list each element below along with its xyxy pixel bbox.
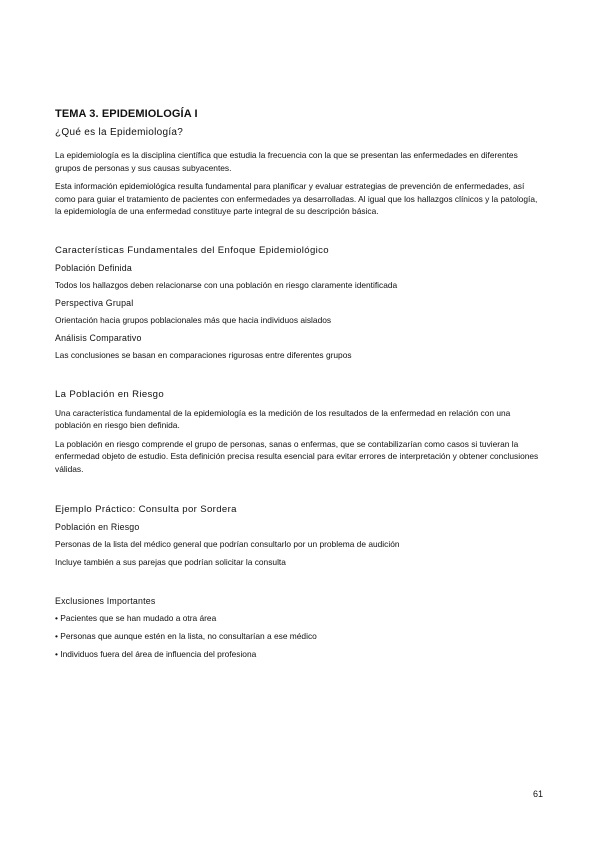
example-line: Personas de la lista del médico general que podrían consultarlo por un problema de audición	[55, 539, 400, 549]
chapter-title: TEMA 3. EPIDEMIOLOGÍA I	[55, 108, 198, 120]
intro-paragraph-1: La epidemiología es la disciplina científica que estudia la frecuencia con la que se presentan las enfermedades en diferentes grupos de personas y sus causas subyacentes.	[55, 150, 518, 173]
characteristic-text: Todos los hallazgos deben relacionarse con una población en riesgo claramente identificada	[55, 279, 398, 290]
characteristics-heading: Características Fundamentales del Enfoque Epidemiológico	[55, 244, 329, 256]
exclusions-heading: Exclusiones Importantes	[55, 596, 156, 606]
characteristic-text: Las conclusiones se basan en comparaciones rigurosas entre diferentes grupos	[55, 349, 352, 360]
intro-paragraph-2: Esta información epidemiológica resulta fundamental para planificar y evaluar estrategias de prevención de enfermedades, así como para guiar el tratamiento de pacientes con enfermedades ya desarrolladas. Al igual que los hallazgos clínicos y la patología, la epidemiología de una enfermedad constituye parte integral de su descripción básica.	[55, 181, 538, 216]
example-heading: Ejemplo Práctico: Consulta por Sordera	[55, 504, 237, 515]
page-number: 61	[533, 789, 544, 799]
population-heading: La Población en Riesgo	[55, 388, 165, 400]
example-line: Incluye también a sus parejas que podrían solicitar la consulta	[55, 557, 286, 567]
characteristic-label: Perspectiva Grupal	[55, 297, 134, 308]
exclusion-item: • Personas que aunque estén en la lista, no consultarían a ese médico	[55, 631, 317, 641]
exclusion-item: • Pacientes que se han mudado a otra área	[55, 613, 217, 623]
characteristic-label: Población Definida	[55, 262, 132, 273]
characteristic-text: Orientación hacia grupos poblacionales más que hacia individuos aislados	[55, 314, 332, 325]
chapter-subtitle: ¿Qué es la Epidemiología?	[55, 127, 184, 138]
population-paragraph-1: Una característica fundamental de la epidemiología es la medición de los resultados de la enfermedad en relación con una población en riesgo bien definida.	[55, 407, 511, 430]
example-label: Población en Riesgo	[55, 522, 140, 532]
population-paragraph-2: La población en riesgo comprende el grupo de personas, sanas o enfermas, que se contabilizarían como casos si tuvieran la enfermedad objeto de estudio. Esta definición precisa resulta esencial para evitar errores de interpretación y obtener conclusiones válidas.	[55, 438, 539, 474]
exclusion-item: • Individuos fuera del área de influencia del profesiona	[55, 649, 257, 659]
document-page	[55, 108, 545, 667]
characteristic-label: Análisis Comparativo	[55, 332, 142, 343]
